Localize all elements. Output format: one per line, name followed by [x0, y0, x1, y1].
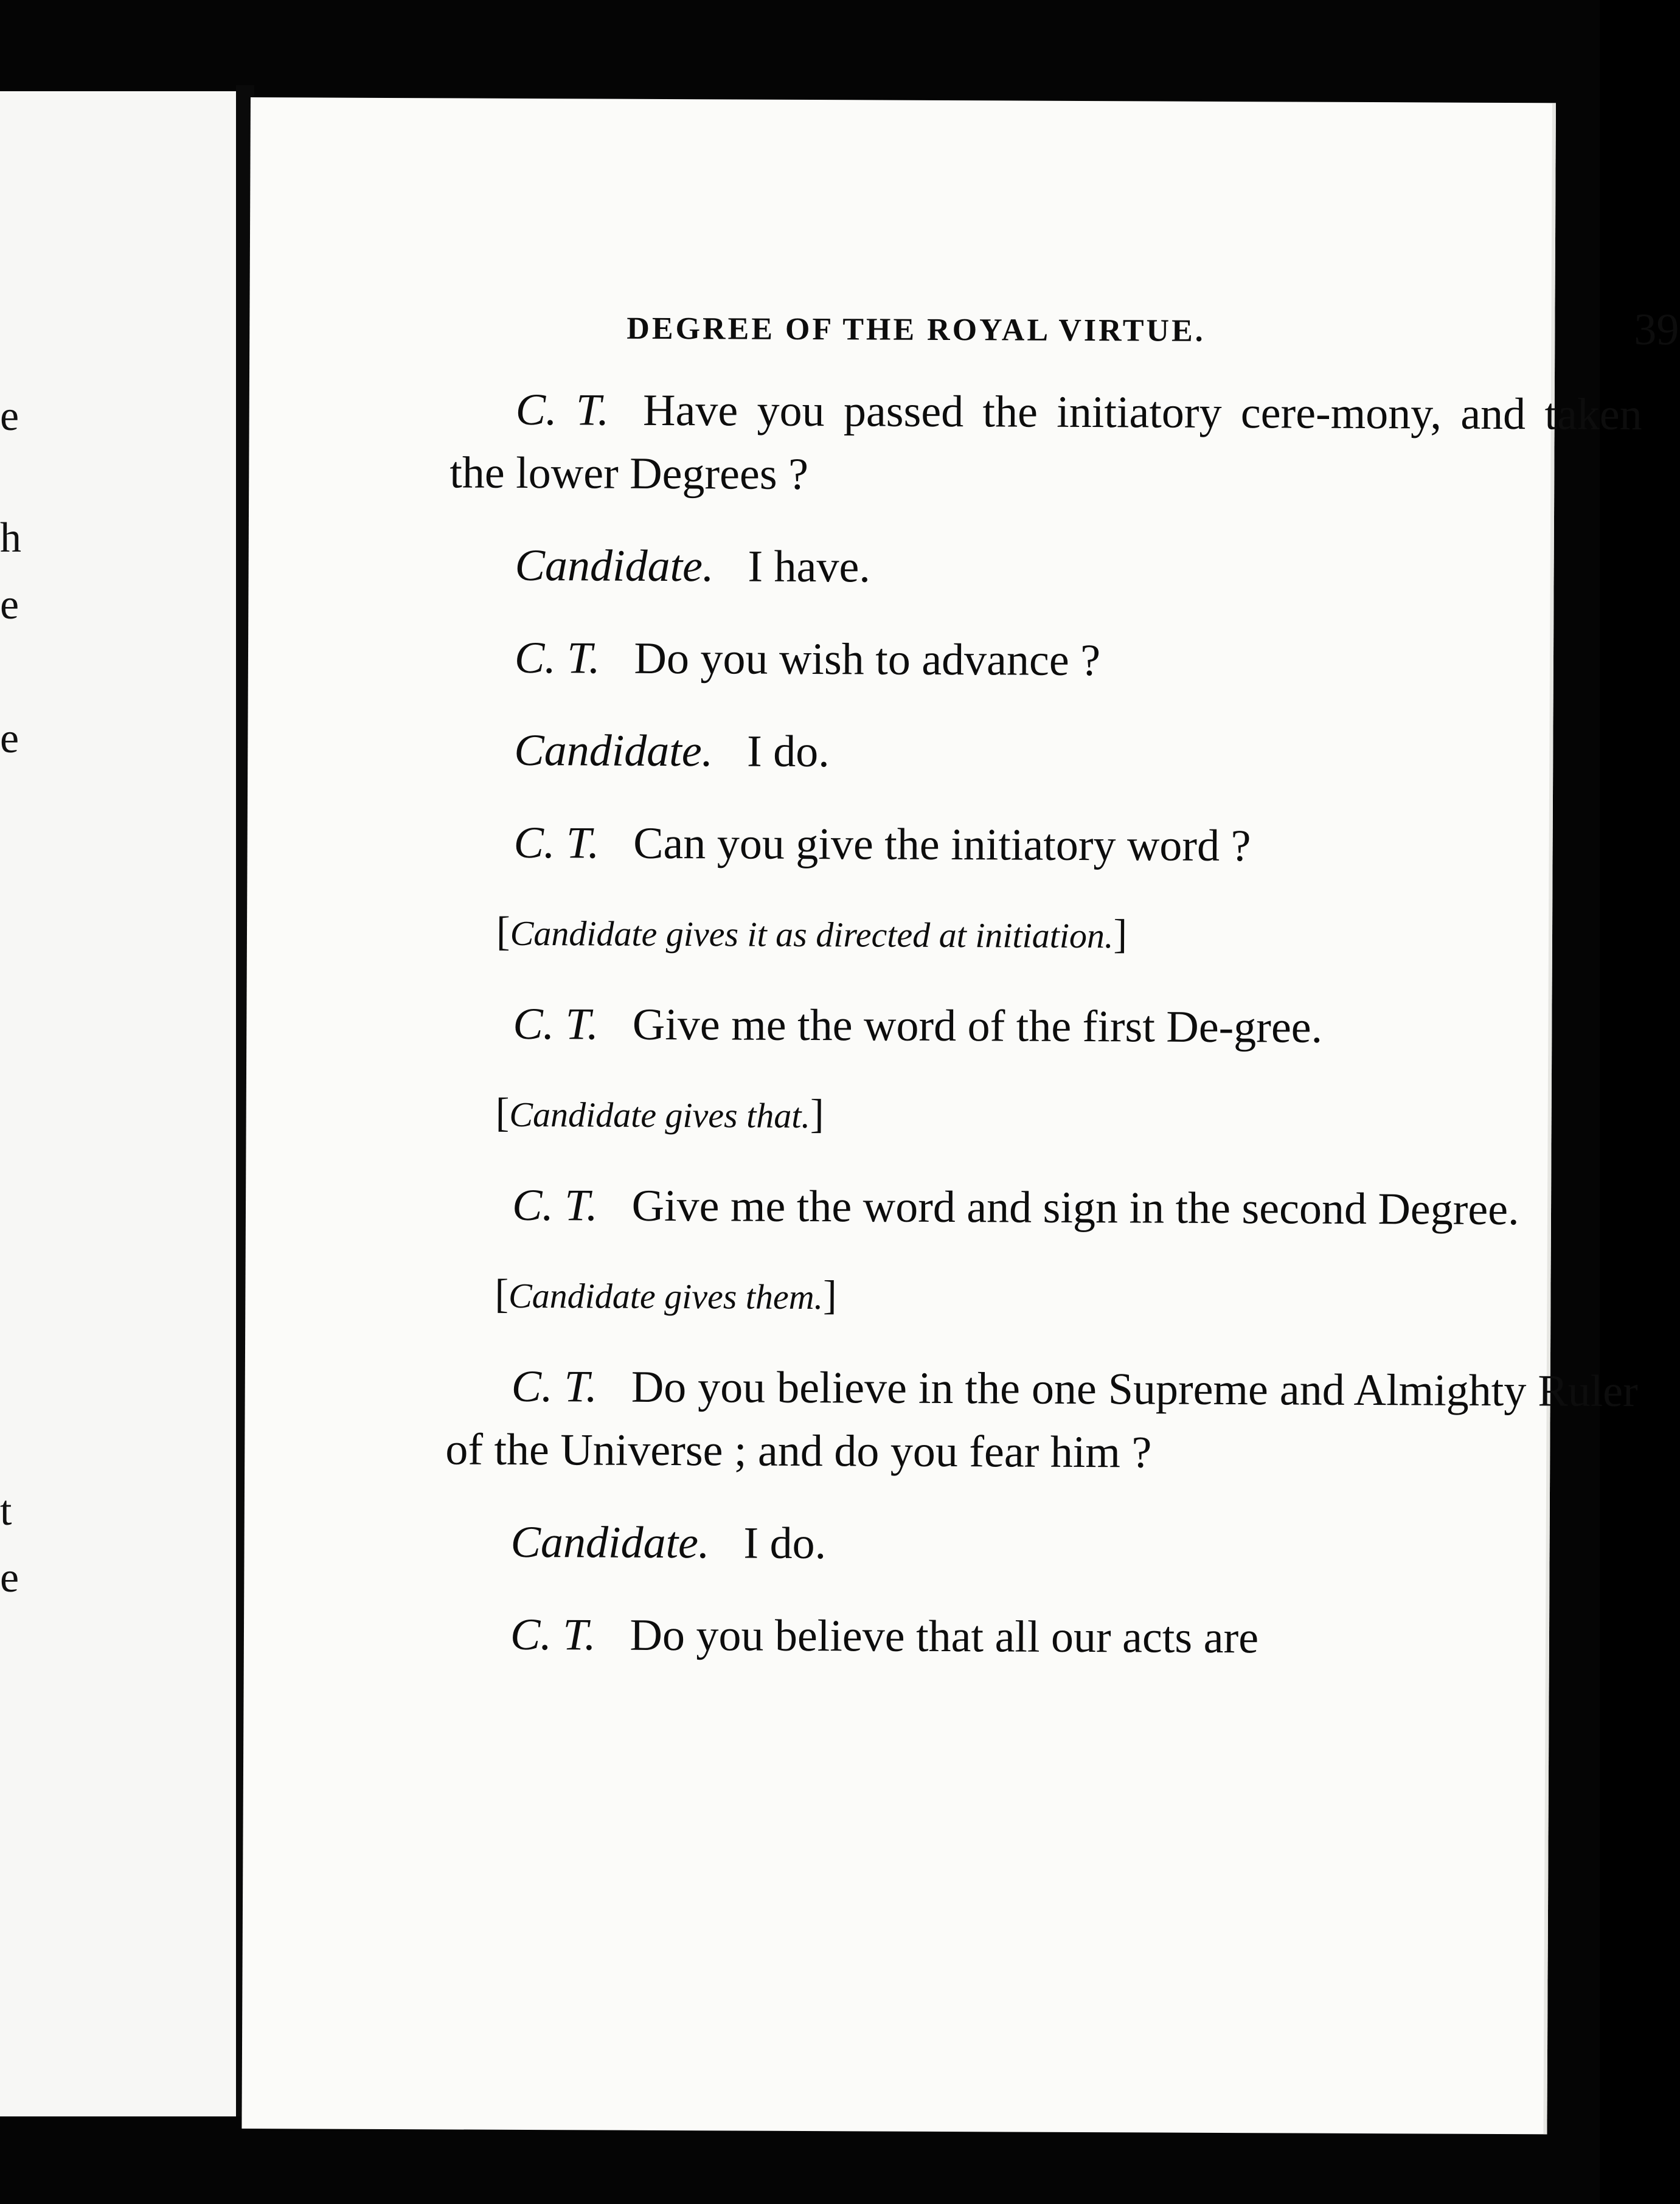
dialogue-body — [445, 378, 1642, 1700]
speaker-label: Candidate. — [515, 540, 714, 592]
dialogue-text: Can you give the initiatory word ? — [633, 818, 1251, 872]
facing-page-letter: t — [0, 1488, 12, 1534]
speaker-label: C. T. — [514, 632, 600, 684]
dialogue-line — [449, 626, 1641, 695]
dialogue-text: I do. — [746, 726, 830, 777]
running-title: DEGREE OF THE ROYAL VIRTUE. — [627, 311, 1206, 348]
stage-direction-text: Candidate gives it as directed at initiation. — [510, 913, 1114, 956]
dialogue-line — [445, 1603, 1637, 1671]
dialogue-line — [447, 992, 1639, 1061]
facing-page-fragment — [0, 91, 237, 2116]
dialogue-line — [450, 378, 1642, 510]
dialogue-text: I do. — [743, 1518, 827, 1569]
dialogue-text: I have. — [748, 541, 870, 592]
page-number: 39 — [1634, 304, 1679, 355]
dialogue-line — [445, 1354, 1638, 1486]
dialogue-text: Do you wish to advance ? — [634, 633, 1101, 686]
dialogue-text: Do you believe in the one Supreme and Almighty Ruler of the Universe ; and do you fear him ? — [445, 1362, 1638, 1478]
dialogue-line — [446, 1173, 1639, 1242]
facing-page-letter: e — [0, 581, 19, 628]
speaker-label: C. T. — [513, 817, 600, 868]
stage-direction: [Candidate gives that.] — [495, 1089, 824, 1137]
dialogue-line — [449, 533, 1641, 602]
facing-page-letter: h — [0, 515, 21, 561]
speaker-label: C. T. — [515, 384, 609, 435]
facing-page-letter: e — [0, 715, 19, 762]
dialogue-text: Give me the word of the first De-gree. — [632, 999, 1323, 1053]
speaker-label: C. T. — [512, 1180, 598, 1231]
speaker-label: C. T. — [513, 999, 599, 1050]
book-page — [241, 97, 1679, 2134]
dialogue-text: Give me the word and sign in the second Degree. — [631, 1180, 1519, 1235]
speaker-label: Candidate. — [510, 1517, 710, 1568]
dialogue-line — [448, 718, 1640, 787]
dialogue-text: Have you passed the initiatory cere-mony, and taken the lower Degrees ? — [450, 385, 1642, 500]
running-header — [627, 304, 1679, 355]
speaker-label: C. T. — [511, 1361, 597, 1412]
stage-direction: [Candidate gives them.] — [495, 1270, 837, 1319]
speaker-label: C. T. — [510, 1609, 596, 1660]
stage-direction-text: Candidate gives them. — [508, 1275, 824, 1317]
speaker-label: Candidate. — [514, 725, 713, 777]
dialogue-line — [448, 811, 1640, 879]
stage-direction: [Candidate gives it as directed at initiation.] — [496, 907, 1128, 957]
facing-page-letter: e — [0, 393, 19, 440]
dialogue-text: Do you believe that all our acts are — [630, 1610, 1259, 1663]
stage-direction-text: Candidate gives that. — [509, 1094, 811, 1136]
dialogue-line — [445, 1510, 1637, 1579]
facing-page-letter: e — [0, 1554, 19, 1601]
